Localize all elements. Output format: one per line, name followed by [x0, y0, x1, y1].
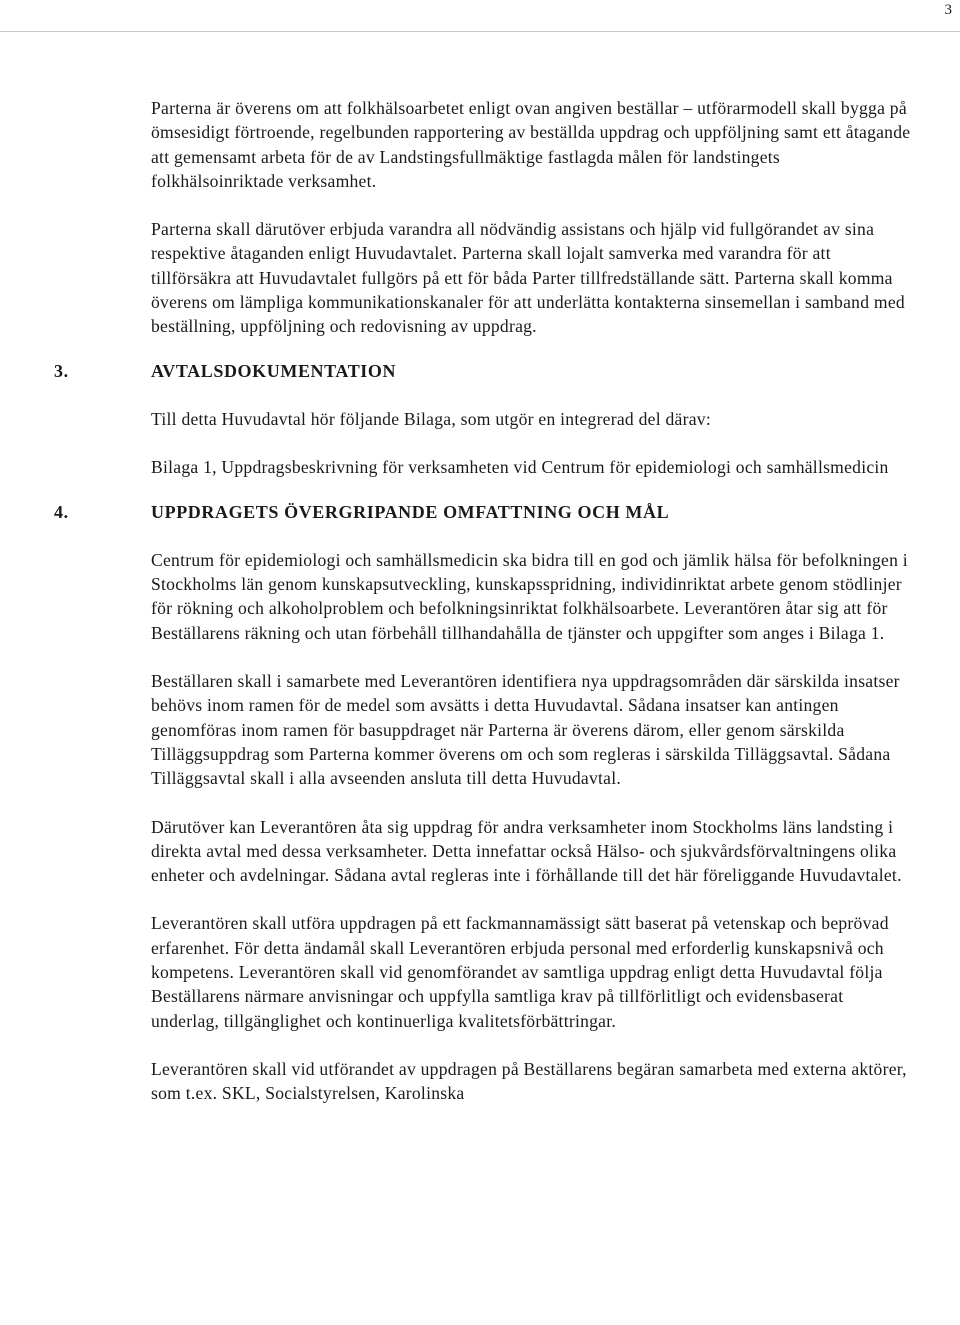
- section-title: UPPDRAGETS ÖVERGRIPANDE OMFATTNING OCH MÅL: [151, 501, 670, 522]
- paragraph-new-assignments: Beställaren skall i samarbete med Leverantören identifiera nya uppdragsområden där särskilda insatser behövs inom ramen för de medel som avsätts i detta Huvudavtal. Sådana insatser kan antingen genomföras inom ramen för basuppdraget när Parterna är överens därom, eller genom särskilda Tilläggsuppdrag som Parterna kommer överens om och som regleras i särskilda Tilläggsavtal. Sådana Tilläggsavtal skall i alla avseenden ansluta till detta Huvudavtal.: [151, 671, 900, 789]
- header-rule: [0, 31, 960, 32]
- section-heading-4: [54, 500, 911, 524]
- paragraph-parties-agreement: Parterna är överens om att folkhälsoarbetet enligt ovan angiven beställar – utförarmodell skall bygga på ömsesidigt förtroende, regelbunden rapportering av beställda uppdrag och uppföljning samt ett åtagande att gemensamt arbeta för de av Landstingsfullmäktige fastlagda målen för landstingets folkhälsoinriktade verksamhet.: [151, 98, 911, 191]
- section-number: 4.: [54, 501, 69, 522]
- page-number: 3: [944, 2, 952, 18]
- paragraph-appendix-intro: Till detta Huvudavtal hör följande Bilaga, som utgör en integrerad del därav:: [151, 408, 711, 429]
- paragraph-centre-mission: Centrum för epidemiologi och samhällsmedicin ska bidra till en god och jämlik hälsa för befolkningen i Stockholms län genom kunskapsutveckling, kunskapsspridning, individinriktat arbete genom stödlinjer för rökning och alkoholproblem och befolkningsinriktat folkhälsoarbete. Leverantören åtar sig att för Beställarens räkning och utan förbehåll tillhandahålla de tjänster och uppgifter som anges i Bilaga 1.: [151, 549, 908, 643]
- paragraph-professional-standard: Leverantören skall utföra uppdragen på ett fackmannamässigt sätt baserat på vetenskap och beprövad erfarenhet. För detta ändamål skall Leverantören erbjuda personal med erforderlig kunskapsnivå och kompetens. Leverantören skall vid genomförandet av samtliga uppdrag enligt detta Huvudavtal följa Beställarens närmare anvisningar och uppfylla samtliga krav på tillförlitligt och evidensbaserat underlag, tillgänglighet och kontinuerliga kvalitetsförbättringar.: [151, 913, 889, 1031]
- paragraph-appendix-1: Bilaga 1, Uppdragsbeskrivning för verksamheten vid Centrum för epidemiologi och samhällsmedicin: [151, 457, 889, 478]
- paragraph-other-assignments: Därutöver kan Leverantören åta sig uppdrag för andra verksamheter inom Stockholms läns landsting i direkta avtal med dessa verksamheter. Detta innefattar också Hälso- och sjukvårdsförvaltningens olika enheter och avdelningar. Sådana avtal regleras inte i förhållande till det här föreliggande Huvudavtalet.: [151, 816, 902, 886]
- section-number: 3.: [54, 360, 69, 381]
- paragraph-mutual-assistance: Parterna skall därutöver erbjuda varandra all nödvändig assistans och hjälp vid fullgörandet av sina respektive åtaganden enligt Huvudavtalet. Parterna skall lojalt samverka med varandra för att tillförsäkra att Huvudavtalet fullgörs på ett för båda Parter tillfredställande sätt. Parterna skall komma överens om lämpliga kommunikationskanaler för att underlätta kontakterna sinsemellan i samband med beställning, uppföljning och redovisning av uppdrag.: [151, 219, 905, 337]
- section-title: AVTALSDOKUMENTATION: [151, 360, 397, 381]
- document-body: [54, 96, 911, 1130]
- paragraph-external-cooperation: Leverantören skall vid utförandet av uppdragen på Beställarens begäran samarbeta med externa aktörer, som t.ex. SKL, Socialstyrelsen, Karolinska: [151, 1058, 907, 1104]
- section-heading-3: [54, 359, 911, 383]
